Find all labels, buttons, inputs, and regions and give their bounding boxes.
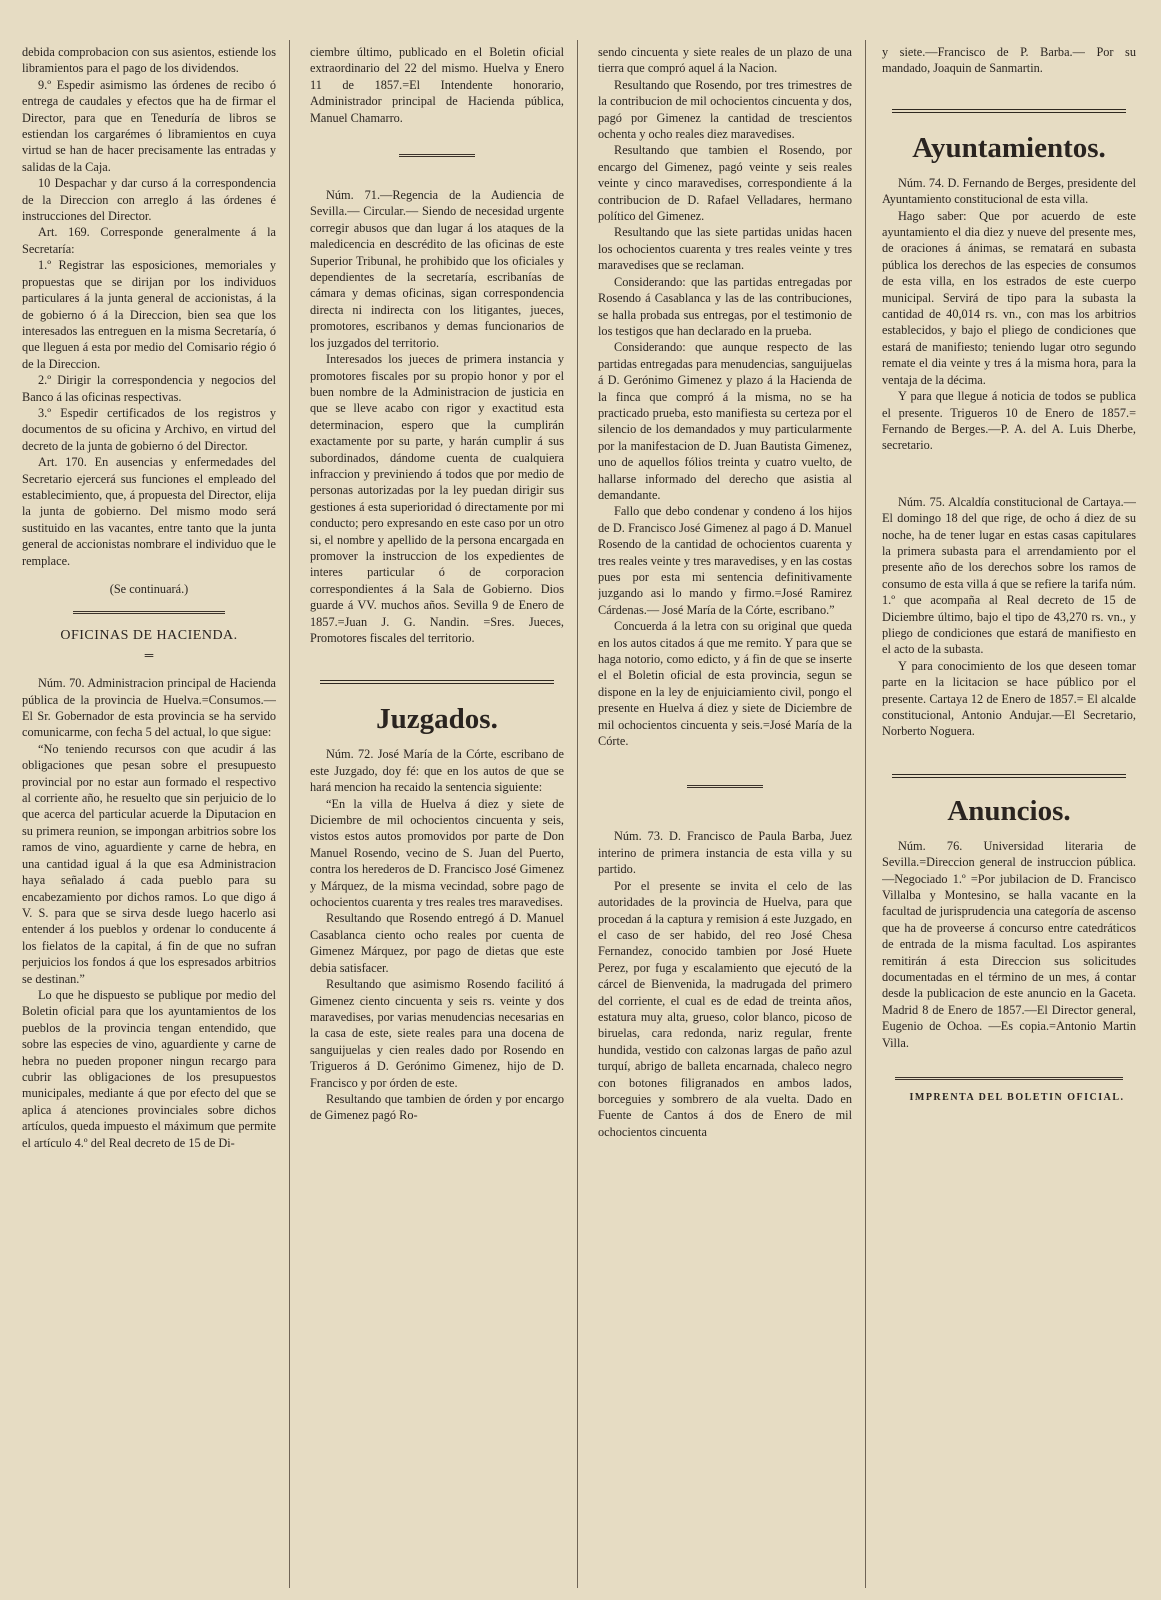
column-1: [22, 44, 276, 1151]
paragraph: “En la villa de Huelva á diez y siete de Diciembre de mil ochocientos cincuenta y seis, vistos estos autos promovidos por parte de Don Manuel Rosendo, vecino de S. Juan del Puerto, contra los herederos de D. Francisco José Gimenez y Márquez, de la misma vecindad, sobre pago de ochocientos cuarenta y tres reales tres maravedises.: [310, 796, 564, 910]
section-rule: [320, 680, 554, 684]
printer-imprint: IMPRENTA DEL BOLETIN OFICIAL.: [909, 1092, 1125, 1104]
spacer: [882, 454, 1136, 494]
paragraph: “No teniendo recursos con que acudir á las obligaciones que pesan sobre el presupuesto provincial por no estar aun formado el respectivo al corriente año, he resuelto que sin perjuicio de lo que acerca del particular acuerde la Diputacion en su primera reunion, se impongan arbitrios sobre los ramos de vino, aguardiente y carne de hebra, en una cantidad igual á la que esa Administracion haya señalado á cada pueblo para su encabezamiento por dichos ramos. Lo que digo á V. S. para que se sirva desde luego hacerlo asi entender á los pueblos y ordenar lo conducente á los fielatos de la capital, á fin de que no sufran perjuicios los fondos á que los espresados arbitrios se destinan.”: [22, 741, 276, 986]
paragraph: Considerando: que las partidas entregadas por Rosendo á Casablanca y las de las contribuciones, se halla probada sus entregas, por el testimonio de los testigos que han declarado en la prueba.: [598, 274, 852, 338]
paragraph: 9.º Espedir asimismo las órdenes de recibo ó entrega de caudales y efectos que ha de firmar el Director, para que en Teneduría de libros se estiendan los cargarémes ó libramientos en cuya virtud se han de hacer precisamente las entradas y salidas de la Caja.: [22, 77, 276, 174]
article-169: Art. 169. Corresponde generalmente á la Secretaría:: [22, 225, 276, 256]
section-rule: [73, 611, 225, 614]
paragraph: Resultando que asimismo Rosendo facilitó á Gimenez ciento cincuenta y seis rs. veinte y dos maravedises, por varias menudencias necesarias en la casa de este, siete reales para una docena de sanguijuelas y cien reales dado por Rosendo en Trigueros á D. Gerónimo Gimenez, hijo de D. Francisco y por órden de este.: [310, 977, 564, 1090]
separator-rule: [399, 154, 475, 157]
section-heading-ayuntamientos: Ayuntamientos.: [912, 131, 1106, 164]
section-heading-anuncios: Anuncios.: [947, 794, 1071, 827]
article-170: Art. 170. En ausencias y enfermedades del Secretario ejercerá sus funciones el empleado del establecimiento, que, á propuesta del Director, elija la junta de gobierno. Del mismo modo será sustituido en las vacantes, entre tanto que la junta general de accionistas nombrare el individuo que le remplace.: [22, 455, 276, 568]
notice-70: Núm. 70. Administracion principal de Hacienda pública de la provincia de Huelva.=Consumos.— El Sr. Gobernador de esta provincia se ha servido comunicarme, con fecha 5 del actual, lo que sigue:: [22, 676, 276, 740]
separator-rule: [687, 785, 763, 788]
notice-72: Núm. 72. José María de la Córte, escribano de este Juzgado, doy fé: que en los autos de que se hará mencion ha recaido la sentencia siguiente:: [310, 747, 564, 795]
paragraph: Interesados los jueces de primera instancia y promotores fiscales por su propio honor y por el buen nombre de la Administracion de justicia en que se lleve acabo con rigor y exactitud esta determinacion, espero que la cumplirán exactamente por su parte, y harán cumplir á sus subordinados, dándome cuenta de cualquiera infraccion y previniendo á todos que por medio de personas autorizadas por la ley puedan dirigir sus gestiones á esta superioridad ó directamente por mi conducto; pero expresando en este caso por un otro si, el nombre y apellido de la persona encargada en promover la instruccion de los expedientes de interes particular ó de corporacion correspondientes á la Sala de Gobierno. Dios guarde á VV. muchos años. Sevilla 9 de Enero de 1857.=Juan J. G. Nandin. =Sres. Jueces, Promotores fiscales del territorio.: [310, 352, 564, 645]
paragraph: ciembre último, publicado en el Boletin oficial extraordinario del 22 del mismo. Huelva y Enero 11 de 1857.=El Intendente honorario, Administrador principal de Hacienda pública, Manuel Chamarro.: [310, 45, 564, 125]
paragraph: debida comprobacion con sus asientos, estiende los libramientos para el pago de los dividendos.: [22, 45, 276, 76]
notice-73: Núm. 73. D. Francisco de Paula Barba, Juez interino de primera instancia de esta villa y su partido.: [598, 829, 852, 877]
notice-75: Núm. 75. Alcaldía constitucional de Cartaya.—El domingo 18 del que rige, de ocho á diez de su noche, ha de tener lugar en estas casas capitulares la primera subasta para el arrendamiento por el presente año de los derechos sobre los ramos de consumo de esta villa á que se refiere la tarifa núm. 1.º que acompaña al Real decreto de 15 de Diciembre último, bajo el tipo de 43,270 rs. vn., y pliego de condiciones que estará de manifiesto en el acto de la subasta.: [882, 494, 1136, 657]
paragraph: Resultando que Rosendo, por tres trimestres de la contribucion de mil ochocientos cincuenta y dos, pagó por Gimenez la cantidad de trescientos ochenta y ocho reales diez maravedises.: [598, 77, 852, 142]
paragraph: Y para que llegue á noticia de todos se publica el presente. Trigueros 10 de Enero de 1857.= Fernando de Berges.—P. A. del A. Luis Dherbe, secretario.: [882, 389, 1136, 453]
paragraph: Hago saber: Que por acuerdo de este ayuntamiento el dia diez y nueve del presente mes, de oraciones á ánimas, se rematará en subasta pública los derechos de las especies de consumos de esta villa, en los estrados de este cuerpo municipal. Servirá de tipo para la subasta la cantidad de 40,014 rs. vn., con mas los arbitrios establecidos, y bajo el pliego de condiciones que estará de manifiesto; teniendo lugar otro segundo remate el dia veinte y tres á la misma hora, para la ventaja de la décima.: [882, 208, 1136, 387]
paragraph: 1.º Registrar las esposiciones, memoriales y propuestas que se dirijan por los individuos particulares á la junta general de accionistas, á la de gobierno ó á la Direccion, bien sea que los interesados las entreguen en la misma Secretaría, ó que lleguen á esta por medio del Comisario régio ó de la Direccion.: [22, 258, 276, 371]
paragraph: Considerando: que aunque respecto de las partidas entregadas para menudencias, sanguijuelas á D. Gerónimo Gimenez y plazo á la Hacienda de la finca que compró á la misma, no se ha practicado prueba, esto manifiesta su certeza por el silencio de los demandados y muy particularmente por la manifestacion de D. Juan Bautista Gimenez, uno de aquellos fólios treinta y cuatro vuelto, de hallarse informado del derecho que asistia al demandante.: [598, 340, 852, 502]
paragraph: Lo que he dispuesto se publique por medio del Boletin oficial para que los ayuntamientos de los pueblos de la provincia tengan entendido, que sobre las especies de vino, aguardiente y carne de hebra no pueden proponer ningun recargo para cubrir las obligaciones de los presupuestos municipales, mediante á que por efecto del que se aplica á atenciones provinciales sobre dichos artículos, queda impuesto el máximum que permite el artículo 4.º del Real decreto de 15 de Di-: [22, 987, 276, 1150]
column-2: [310, 44, 564, 1124]
paragraph: Y para conocimiento de los que deseen tomar parte en la licitacion se hace público por el presente. Cartaya 12 de Enero de 1857.= El alcalde constitucional, Antonio Andujar.—El Secretario, Norberto Noguera.: [882, 658, 1136, 739]
column-divider: [289, 40, 290, 1588]
column-4: [882, 44, 1136, 1107]
heading-ornament: ═: [144, 647, 154, 662]
footer-rule: [895, 1077, 1124, 1080]
section-heading-juzgados: Juzgados.: [376, 703, 498, 736]
section-rule: [892, 774, 1126, 778]
paragraph: 10 Despachar y dar curso á la correspondencia de la Direccion con arreglo á las órdenes é instrucciones del Director.: [22, 176, 276, 224]
paragraph: Resultando que las siete partidas unidas hacen los ochocientos cuarenta y tres reales veinte y tres maravedises que se reclaman.: [598, 225, 852, 273]
paragraph: sendo cincuenta y siete reales de un plazo de una tierra que compró aquel á la Nacion.: [598, 45, 852, 76]
paragraph: y siete.—Francisco de P. Barba.— Por su mandado, Joaquin de Sanmartin.: [882, 45, 1136, 76]
column-3: [598, 44, 852, 1140]
paragraph: 2.º Dirigir la correspondencia y negocios del Banco á las oficinas respectivas.: [22, 373, 276, 404]
paragraph: Resultando que tambien el Rosendo, por encargo del Gimenez, pagó veinte y seis reales veinte y cinco maravedises, correspondiente á la contribucion de D. Rafael Velladares, hermano político del Gimenez.: [598, 143, 852, 224]
paragraph: Resultando que Rosendo entregó á D. Manuel Casablanca ciento ocho reales por cuenta de Gimenez Márquez, por pago de dietas que este debia satisfacer.: [310, 911, 564, 975]
paragraph: Por el presente se invita el celo de las autoridades de la provincia de Huelva, para que procedan á la captura y remision á este Juzgado, en el caso de ser habido, del reo José Chesa Fernandez, conocido tambien por José Huete Perez, por fuga y escalamiento que ejecutó de la cárcel de Bienvenida, la madrugada del primero del corriente, el cual es de edad de treinta años, estatura muy alta, grueso, color blanco, picoso de biruelas, cara redonda, nariz regular, frente hundida, vestido con calzonas largas de paño azul turquí, abrigo de balleta encarnada, chaleco negro con botones filigranados en ambos lados, borceguies y sombrero de ala vuelta. Dado en Fuente de Cantos á dos de Enero de mil ochocientos cincuenta: [598, 878, 852, 1139]
notice-71: Núm. 71.—Regencia de la Audiencia de Sevilla.— Circular.— Siendo de necesidad urgente corregir abusos que dan lugar á los ataques de la maledicencia en descrédito de las oficinas de este Superior Tribunal, he prohibido que los oficiales y dependientes de la secretaría, escribanías de cámara y demas oficinas, sigan correspondencia directa ni indirecta con los litigantes, jueces, promotores, escribanos y demas funcionarios de los juzgados del territorio.: [310, 188, 564, 350]
section-heading-oficinas-hacienda: OFICINAS DE HACIENDA.: [60, 628, 238, 644]
continued-note: (Se continuará.): [109, 582, 189, 596]
column-divider: [577, 40, 578, 1588]
notice-76: Núm. 76. Universidad literaria de Sevilla.=Direccion general de instruccion pública.—Negociado 1.º =Por jubilacion de D. Francisco Villalba y Montesino, se halla vacante en la facultad de jurisprudencia una categoría de ascenso que ha de proveerse á concurso entre catedráticos de entrada de la misma facultad. Los aspirantes remitirán á esta Direccion sus solicitudes documentadas en el término de un mes, á contar desde la publicacion de este anuncio en la Gaceta. Madrid 8 de Enero de 1857.—El Director general, Eugenio de Ochoa. —Es copia.=Antonio Martin Villa.: [882, 838, 1136, 1050]
paragraph: 3.º Espedir certificados de los registros y documentos de su oficina y Archivo, en virtud del decreto de la junta de gobierno ó del Director.: [22, 405, 276, 453]
paragraph: Concuerda á la letra con su original que queda en los autos citados á que me remito. Y para que se haga notorio, como edicto, y á fin de que se inserte el el Boletin oficial de esta provincia, segun se dispone en la ley de enjuiciamiento civil, pongo el presente en Huelva á diez y siete de Diciembre de mil ochocientos cincuenta y seis.=José María de la Córte.: [598, 619, 852, 749]
paragraph: Fallo que debo condenar y condeno á los hijos de D. Francisco José Gimenez al pago á D. Manuel Rosendo de la cantidad de ochocientos cuarenta y tres reales veinte y tres maravedises, y en las costas pues por esta mi sentencia definitivamente juzgando asi lo mando y firmo.=José Ramirez Cárdenas.— José María de la Córte, escribano.”: [598, 504, 852, 617]
notice-74: Núm. 74. D. Fernando de Berges, presidente del Ayuntamiento constitucional de esta villa.: [882, 175, 1136, 207]
section-rule: [892, 109, 1126, 113]
paragraph: Resultando que tambien de órden y por encargo de Gimenez pagó Ro-: [310, 1091, 564, 1123]
column-divider: [865, 40, 866, 1588]
